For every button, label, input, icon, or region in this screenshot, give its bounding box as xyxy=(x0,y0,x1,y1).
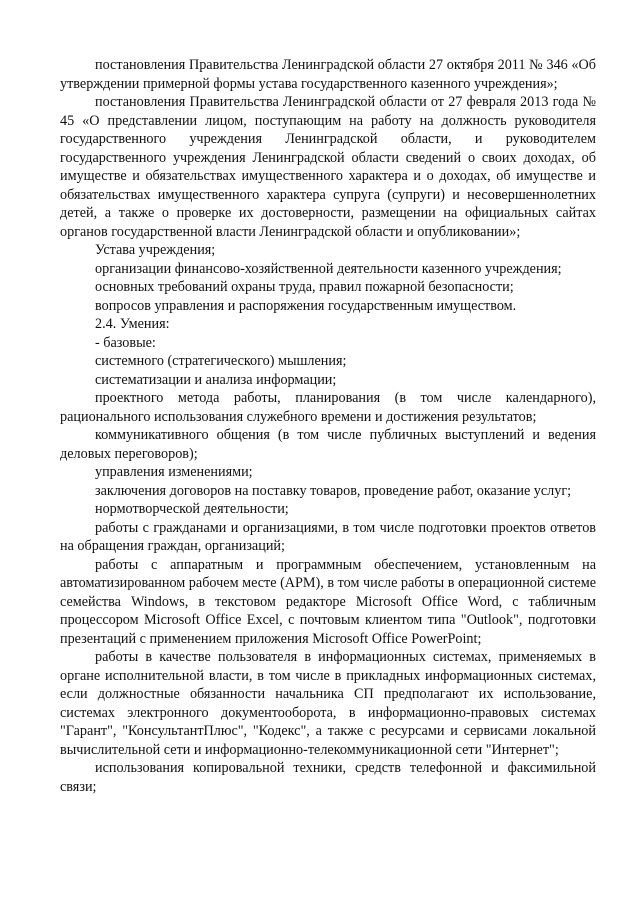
document-body xyxy=(60,56,596,796)
paragraph: постановления Правительства Ленинградской области 27 октября 2011 № 346 «Об утверждении примерной формы устава государственного казенного учреждения»; xyxy=(60,57,596,92)
paragraph: работы в качестве пользователя в информационных системах, применяемых в органе исполнительной власти, в том числе в прикладных информационных системах, если должностные обязанности начальника СП предполагают их использование, системах электронного документооборота, в информационно-правовых системах "Гарант", "КонсультантПлюс", "Кодекс", а также с ресурсами и сервисами локальной вычислительной сети и информационно-телекоммуникационной сети "Интернет"; xyxy=(60,649,596,758)
paragraph: нормотворческой деятельности; xyxy=(95,501,289,517)
paragraph: вопросов управления и распоряжения государственным имуществом. xyxy=(95,297,517,314)
paragraph: заключения договоров на поставку товаров, проведение работ, оказание услуг; xyxy=(95,482,572,499)
paragraph: организации финансово-хозяйственной деятельности казенного учреждения; xyxy=(95,260,562,277)
paragraph: использования копировальной техники, средств телефонной и факсимильной связи; xyxy=(60,760,596,795)
paragraph: - базовые: xyxy=(95,334,156,351)
paragraph: основных требований охраны труда, правил пожарной безопасности; xyxy=(95,279,514,295)
paragraph: управления изменениями; xyxy=(95,464,253,480)
paragraph: систематизации и анализа информации; xyxy=(95,371,337,388)
paragraph: системного (стратегического) мышления; xyxy=(95,353,347,369)
section-heading: 2.4. Умения: xyxy=(95,316,170,332)
paragraph: проектного метода работы, планирования (в том числе календарного), рационального использования служебного времени и достижения результатов; xyxy=(60,390,596,425)
paragraph: коммуникативного общения (в том числе публичных выступлений и ведения деловых переговоров); xyxy=(60,427,596,462)
paragraph: постановления Правительства Ленинградской области от 27 февраля 2013 года № 45 «О представлении лицом, поступающим на работу на должность руководителя государственного учреждения Ленинградской области, и руководителем государственного учреждения Ленинградской области сведений о своих доходах, об имуществе и обязательствах имущественного характера и о доходах, об имуществе и обязательствах имущественного характера супруга (супруги) и несовершеннолетних детей, а также о проверке их достоверности, размещении на официальных сайтах органов государственной власти Ленинградской области и опубликовании»; xyxy=(60,94,596,240)
paragraph: работы с аппаратным и программным обеспечением, установленным на автоматизированном рабочем месте (АРМ), в том числе работы в операционной системе семейства Windows, в текстовом редакторе Microsoft Office Word, с табличным процессором Microsoft Office Excel, с почтовым клиентом типа "Outlook", подготовки презентаций с применением приложения Microsoft Office PowerPoint; xyxy=(60,556,596,647)
paragraph: Устава учреждения; xyxy=(95,242,216,258)
paragraph: работы с гражданами и организациями, в том числе подготовки проектов ответов на обращения граждан, организаций; xyxy=(60,519,596,554)
